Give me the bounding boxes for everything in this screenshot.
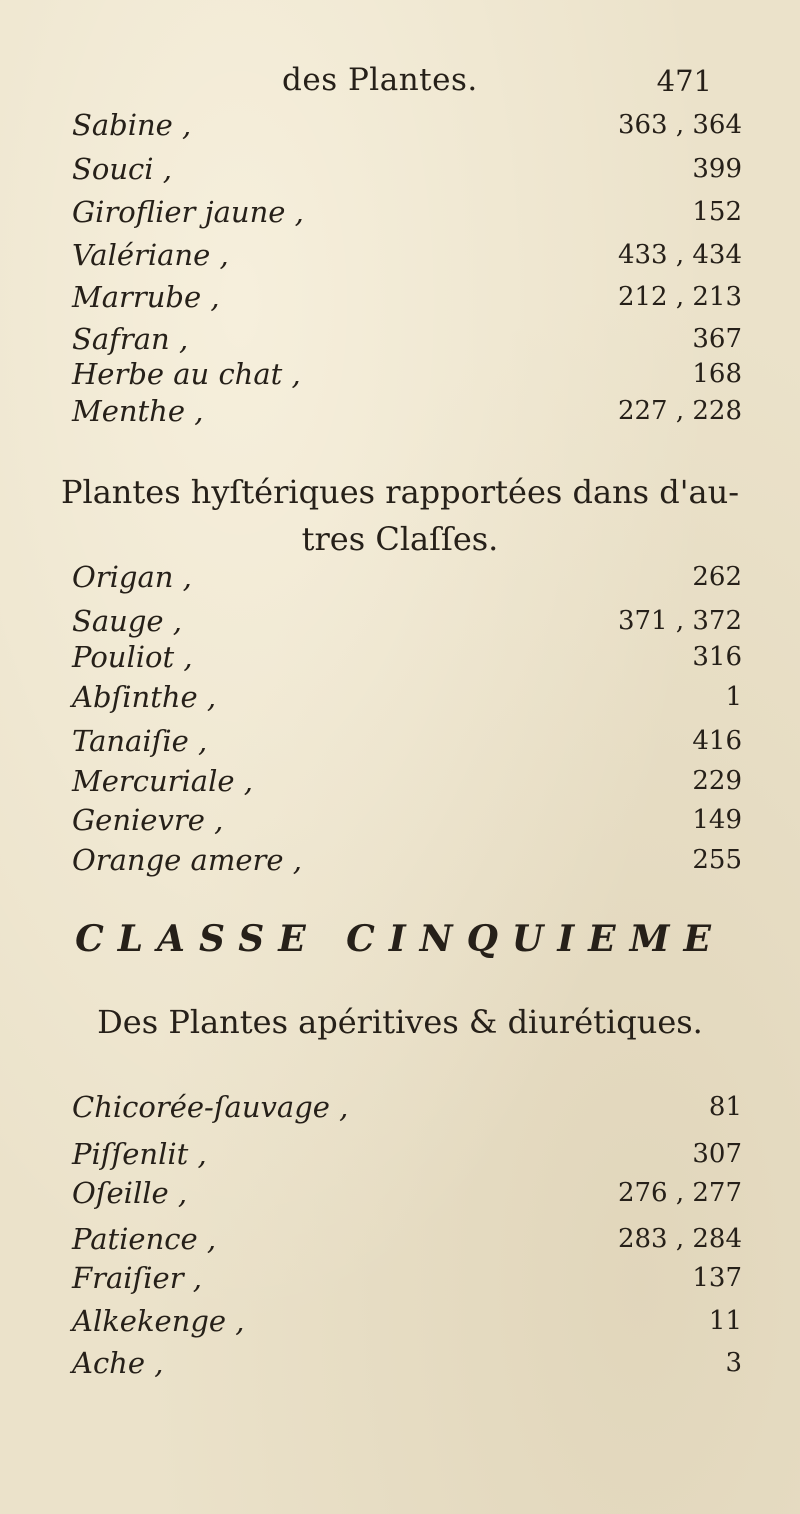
plant-name: Valériane , [72,238,229,272]
list-item [72,724,742,768]
page-refs: 363 , 364 [617,110,742,140]
plant-name: Oſeille , [72,1176,188,1210]
list-item [72,1222,742,1266]
section-heading: Des Plantes apéritives & diurétiques. [97,1003,703,1041]
plant-name: Sabine , [72,108,192,142]
page-refs: 307 [692,1139,742,1169]
list-item [72,1346,742,1390]
page-refs: 283 , 284 [617,1224,742,1254]
page-number: 471 [656,64,712,98]
list-item [72,152,742,196]
page-refs: 316 [692,642,742,672]
page-refs: 11 [708,1306,742,1336]
running-header [0,58,800,108]
plant-name: Pouliot , [72,640,193,674]
page-refs: 168 [692,359,742,389]
list-item [72,1090,742,1134]
classe-title: CLASSE CINQUIEME [75,918,725,960]
plant-name: Chicorée-ſauvage , [72,1090,349,1124]
section-heading-line-2: tres Claſſes. [301,520,499,558]
plant-name: Souci , [72,152,172,186]
page-refs: 255 [692,845,742,875]
page-refs: 149 [692,805,742,835]
page-refs: 367 [692,324,742,354]
list-item [72,238,742,282]
plant-name: Giroflier jaune , [72,195,304,229]
page-refs: 399 [692,154,742,184]
plant-name: Safran , [72,322,189,356]
plant-name: Orange amere , [72,843,302,877]
page-refs: 276 , 277 [617,1178,742,1208]
plant-name: Origan , [72,560,192,594]
plant-name: Mercuriale , [72,764,253,798]
plant-name: Fraiſier , [72,1261,203,1295]
page-refs: 81 [708,1092,742,1122]
plant-name: Marrube , [72,280,220,314]
list-item [72,843,742,887]
page-refs: 1 [725,682,742,712]
page-refs: 262 [692,562,742,592]
plant-name: Menthe , [72,394,204,428]
list-item [72,1261,742,1305]
plant-name: Abſinthe , [72,680,217,714]
page-refs: 416 [692,726,742,756]
list-item [72,560,742,604]
page-refs: 227 , 228 [617,396,742,426]
list-item [72,1176,742,1220]
plant-name: Herbe au chat , [72,357,301,391]
page-refs: 371 , 372 [617,606,742,636]
list-item [72,195,742,239]
plant-name: Alkekenge , [72,1304,245,1338]
plant-name: Ache , [72,1346,164,1380]
list-item [72,108,742,152]
list-item [72,764,742,808]
page-refs: 152 [692,197,742,227]
list-item [72,680,742,724]
list-item [72,394,742,438]
list-item [72,803,742,847]
page-refs: 3 [725,1348,742,1378]
plant-name: Genievre , [72,803,224,837]
list-item [72,640,742,684]
plant-name: Sauge , [72,604,182,638]
page-refs: 229 [692,766,742,796]
list-item [72,280,742,324]
section-heading-line-1: Plantes hyſtériques rapportées dans d'au- [60,473,740,511]
page-refs: 212 , 213 [617,282,742,312]
plant-name: Tanaiſie , [72,724,208,758]
page-refs: 433 , 434 [617,240,742,270]
plant-name: Patience , [72,1222,217,1256]
list-item [72,1137,742,1181]
page-refs: 137 [692,1263,742,1293]
list-item [72,1304,742,1348]
running-title: des Plantes. [282,62,478,98]
plant-name: Piſſenlit , [72,1137,207,1171]
